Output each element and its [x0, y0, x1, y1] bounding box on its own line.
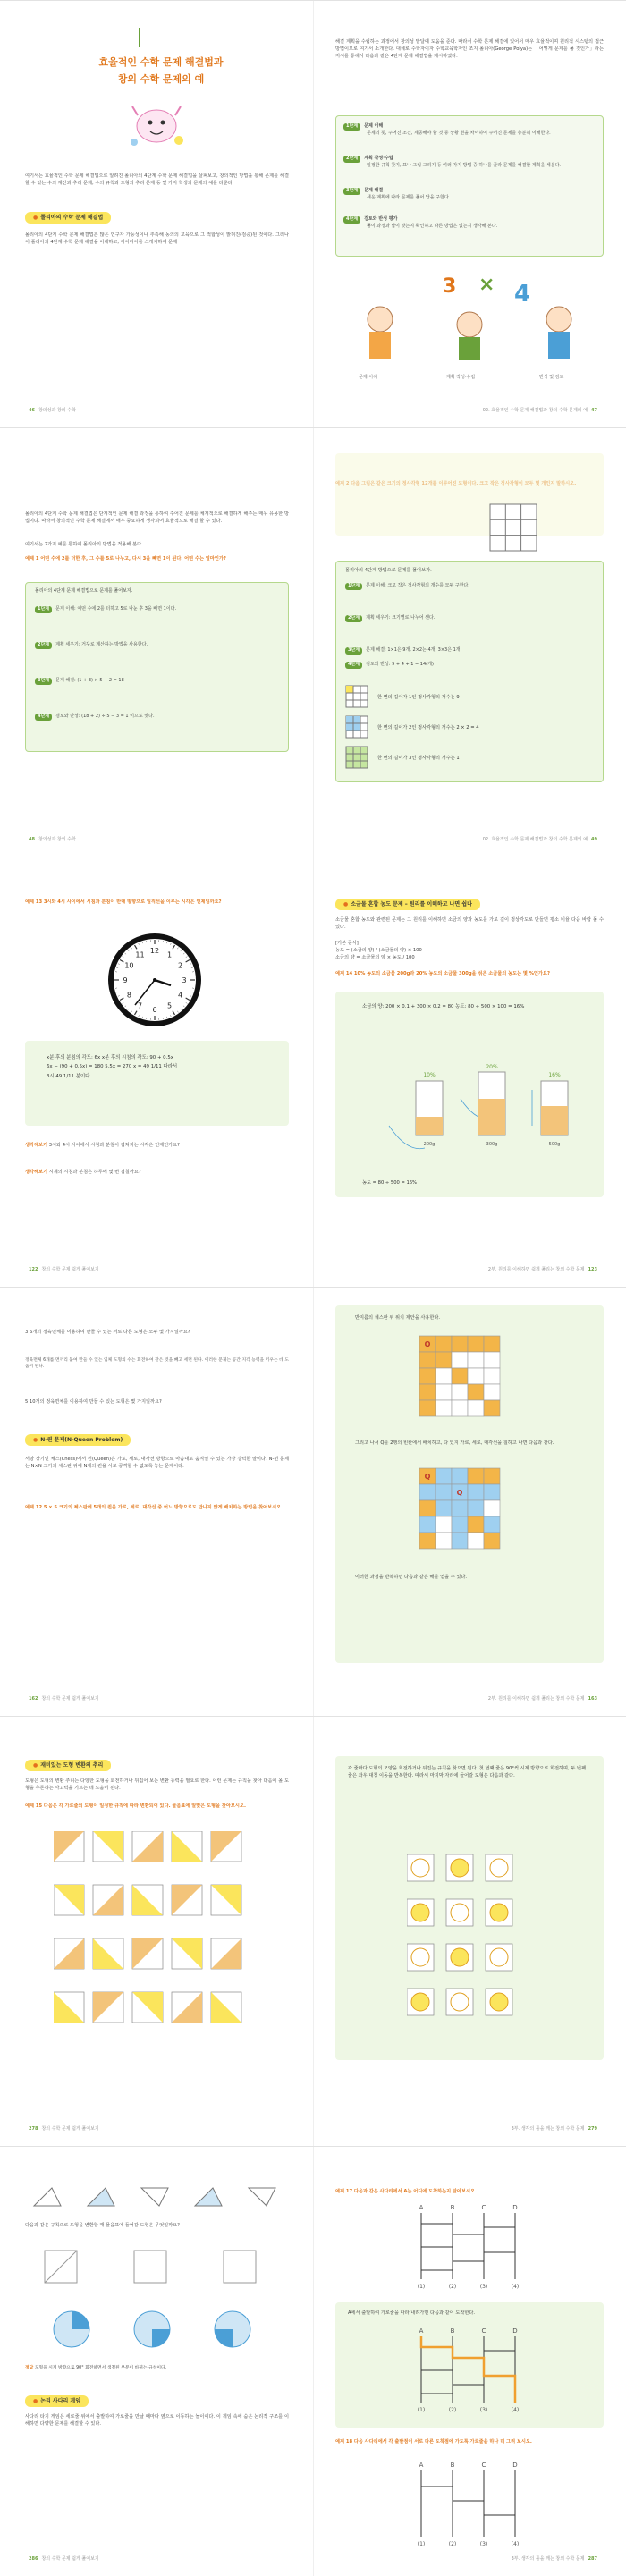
ex2-grid-1x1: [345, 685, 368, 708]
spread-4: [0, 1287, 626, 1716]
clock-number: 7: [137, 1001, 143, 1010]
ex2-step-4: 4단계 검토와 반성: 9 + 4 + 1 = 14(개): [345, 662, 596, 669]
example-1: 예제 1 어떤 수에 2를 더한 후, 그 수를 5로 나누고, 다시 3을 빼면 1이 된다. 어떤 수는 얼마인가?: [25, 556, 226, 562]
bullet-icon: ●: [33, 215, 38, 221]
ex2-step-2: 2단계 계획 세우기: 크기별로 나누어 센다.: [345, 615, 596, 622]
step-name: 계획 작성·수립: [364, 156, 393, 161]
queen-marker: Q: [424, 1473, 431, 1481]
running-head: 창의성과 창의 수학: [38, 408, 76, 414]
answer-shape: [451, 1948, 469, 1966]
board-cell: [452, 1400, 468, 1416]
ex2-grid-3x3: [345, 746, 368, 769]
ladder-label-top: D: [512, 2462, 518, 2469]
ladder-label-bottom: (3): [479, 2284, 488, 2290]
ladder-label-bottom: (4): [511, 2284, 520, 2290]
example-12: 예제 12 5 × 5 크기의 체스판에 5개의 퀸을 가로, 세로, 대각선 중 어느 방향으로도 만나지 않게 배치하는 방법을 찾아보시오.: [25, 1505, 283, 1510]
board-cell: [419, 1352, 436, 1368]
board-cell: [484, 1533, 500, 1549]
folio-left: 48 창의성과 창의 수학: [29, 837, 76, 843]
amount-b: 300g: [486, 1142, 498, 1147]
ex2-figure-area: [335, 453, 604, 536]
ladder-path: [421, 2336, 515, 2403]
page-number: 46: [29, 408, 35, 414]
answer-shape: [411, 1904, 429, 1921]
step-name: 문제 이해: [364, 123, 384, 129]
ladder-label-bottom: (4): [511, 2407, 520, 2413]
folio-right: 02. 효율적인 수학 문제 해결법과 창의 수학 문제의 예 49: [482, 837, 597, 843]
page-46: [0, 1, 313, 427]
board-cell: [436, 1533, 452, 1549]
answer-circles: [36, 2304, 268, 2354]
left-text: 폴리아의 4단계 수학 문제 해결법은 단계적인 문제 해결 과정을 통하여 주어진 문제를 체계적으로 해결하게 해주는 매우 유용한 방법이다. 따라서 창의적인 수학 문제 해결에서 매우 중요하게 생각되어 효율적으로 해결 할 수 있다.: [25, 511, 289, 525]
board-cell: [436, 1352, 452, 1368]
ladder-label-top: B: [450, 2327, 455, 2335]
ladder-label-bottom: (2): [448, 2284, 457, 2290]
running-head: 02. 효율적인 수학 문제 해결법과 창의 수학 문제의 예: [482, 408, 588, 414]
section-ladder: ● 논리 사다리 게임: [25, 2395, 89, 2407]
step-text: 풀이 과정과 답이 맞는지 확인하고 다른 방법은 없는지 생각해 본다.: [367, 223, 498, 229]
ex2-step-3: 3단계 문제 해결: 1×1은 9개, 2×2는 4개, 3×3은 1개: [345, 647, 596, 655]
result-text: 농도 = 80 ÷ 500 = 16%: [362, 1180, 417, 1186]
page-162: [0, 1288, 313, 1716]
ladder-label-top: D: [512, 2204, 518, 2211]
step-tag: 2단계: [343, 156, 360, 163]
caption-right: 반성 및 검토: [539, 375, 564, 380]
board-cell: [468, 1484, 484, 1500]
board-cell: [468, 1500, 484, 1516]
board-cell: [436, 1400, 452, 1416]
clock-figure: [106, 931, 204, 1029]
example-1-solution: [25, 582, 289, 752]
board-cell: [468, 1352, 484, 1368]
ladder-label-top: C: [481, 2204, 486, 2211]
section-text: 서양 장기인 체스(Chess)에서 퀸(Queen)은 가로, 세로, 대각선 방향으로 마음대로 움직일 수 있는 가장 강력한 말이다. N-퀸 문제는 N×N 크기의 체스판 위에 N개의 퀸을 서로 공격할 수 없도록 놓는 문제이다.: [25, 1457, 289, 1470]
answer-2: 한 변의 길이가 2인 정사각형의 개수는 2 × 2 = 4: [377, 725, 479, 731]
transform-puzzle: [54, 1831, 259, 2064]
clock-number: 9: [123, 976, 128, 984]
section-polya: [25, 212, 111, 224]
example-2-solution: [335, 561, 604, 782]
ex2-step-1: 1단계 문제 이해: 크고 작은 정사각형의 개수를 모두 구한다.: [345, 583, 596, 590]
question-text: 다음과 같은 규칙으로 도형을 변환할 때 물음표에 들어갈 도형은 무엇일까요?: [25, 2223, 180, 2228]
queen-marker: Q: [456, 1489, 463, 1497]
folio-right: 2부. 원리를 이해하면 쉽게 풀리는 창의 수학 문제 163: [487, 1696, 597, 1702]
board-cell: [484, 1384, 500, 1400]
board-cell: [452, 1352, 468, 1368]
page-48: [0, 428, 313, 857]
example-18: 예제 18 다음 사다리에서 각 출발점이 서로 다른 도착점에 가도록 가로줄을 하나 더 그려 보시오.: [335, 2439, 532, 2445]
amount-c: 500g: [548, 1142, 561, 1147]
step-text: 일정한 규칙 찾기, 표나 그림 그리기 등 여러 가지 방법 중 하나를 골라 문제를 해결할 계획을 세운다.: [367, 162, 561, 168]
triangle-shapes: [25, 2179, 284, 2215]
board-cell: [436, 1384, 452, 1400]
section-text: 사다리 타기 게임은 세로줄 위에서 출발하여 가로줄을 만날 때마다 옆으로 이동하는 놀이이다. 이 게임 속에 숨은 논리적 구조를 이해하면 다양한 문제를 해결할 수 있다.: [25, 2414, 289, 2428]
clock-number: 8: [126, 991, 131, 1000]
example-13: 예제 13 3시와 4시 사이에서 시침과 분침이 반대 방향으로 일직선을 이루는 시각은 언제일까요?: [25, 899, 222, 905]
clock-number: 10: [124, 961, 134, 970]
step-tag: 1단계: [343, 123, 360, 131]
ladder-label-top: B: [450, 2204, 455, 2211]
section-text: 소금물 혼합 농도와 관련된 문제는 그 원리를 이해하면 소금의 양과 농도를 가로 길이 정상각도로 만들면 평소 비율 다음 바람 풀 수 있다.: [335, 917, 604, 931]
answer-shape: [451, 1859, 469, 1877]
ladder-label-top: A: [419, 2462, 424, 2469]
board-cell: [452, 1384, 468, 1400]
board-cell: [484, 1468, 500, 1484]
ladder-diagram-1: [403, 2202, 537, 2292]
page-287: [313, 2147, 626, 2576]
page-278: [0, 1717, 313, 2146]
board-cell: [468, 1384, 484, 1400]
section-salt: ● 소금물 혼합 농도 문제 – 원리를 이해하고 나면 쉽다: [335, 899, 480, 910]
amount-a: 200g: [423, 1142, 436, 1147]
board-cell: [468, 1400, 484, 1416]
clock-number: 6: [152, 1006, 157, 1014]
example-17: 예제 17 다음과 같은 사다리에서 A는 어디에 도착하는지 알아보시오.: [335, 2189, 477, 2194]
circle-options: [36, 2243, 268, 2306]
step-2: [343, 156, 598, 170]
page-163: [313, 1288, 626, 1716]
pct-label-c: 16%: [548, 1072, 561, 1078]
folio-left: [25, 408, 76, 415]
board-cell: [452, 1516, 468, 1533]
section-text: 도형은 도형의 변환 추리는 다양한 도형을 회전하거나 뒤집어 보는 변환 능력을 필요로 한다. 이런 문제는 규칙을 찾아 다음에 올 도형을 추론하는 사고력을 기르는 데 도움이 된다.: [25, 1778, 289, 1792]
page-279: [313, 1717, 626, 2146]
board-cell: [419, 1368, 436, 1384]
board-cell: [484, 1400, 500, 1416]
question-2: 생각해보기 시계의 시침과 분침은 하루에 몇 번 겹칠까요?: [25, 1170, 141, 1175]
board-cell: [436, 1516, 452, 1533]
question-6-cubes: 3 6개의 정육면체를 이용하여 만들 수 있는 서로 다른 도형은 모두 몇 가지일까요?: [25, 1330, 190, 1335]
pct-label-b: 20%: [486, 1064, 498, 1070]
svg-text:3: 3: [443, 275, 457, 298]
example-14: 예제 14 10% 농도의 소금물 200g과 20% 농도의 소금물 300g을 섞은 소금물의 농도는 몇 %인가요?: [335, 971, 550, 976]
board-cell: [452, 1336, 468, 1352]
answer-shape: [411, 1993, 429, 2011]
clock-number: 2: [178, 961, 183, 970]
chapter-title: [36, 55, 286, 87]
step-4: [343, 216, 598, 231]
ladder-label-bottom: (1): [417, 2541, 426, 2547]
board-cell: [419, 1400, 436, 1416]
ex1-step-4: 4단계 검토와 반성: (18 + 2) ÷ 5 − 3 = 1 이므로 맞다.: [35, 714, 281, 721]
ladder-label-bottom: (1): [417, 2284, 426, 2290]
section-title: 폴리아의 수학 문제 해결법: [40, 215, 104, 221]
board-cell: [484, 1368, 500, 1384]
board-cell: [452, 1368, 468, 1384]
board-cell: [419, 1484, 436, 1500]
ladder-label-top: D: [512, 2327, 518, 2335]
folio-right: 2부. 원리를 이해하면 쉽게 풀리는 창의 수학 문제 123: [487, 1267, 597, 1273]
ladder-label-bottom: (3): [479, 2407, 488, 2413]
answer-note: 정답 도형을 시계 방향으로 90° 회전하면서 색칠된 부분이 바뀌는 규칙이다.: [25, 2366, 167, 2370]
board-cell: [419, 1500, 436, 1516]
board-cell: [468, 1533, 484, 1549]
intro-text: 여기서는 효율적인 수학 문제 해결법으로 알려진 폴리아의 4단계 수학 문제 해결법을 살펴보고, 창의적인 방법을 통해 문제를 해결할 수 있는 수의 계산과 추리 문제, 수의 규칙과 도형의 추리 문제 등 몇 가지 학생의 문제의 예를 다룬다.: [25, 173, 289, 187]
ex2-square-grid: [489, 503, 537, 552]
ladder-label-bottom: (1): [417, 2407, 426, 2413]
ladder-label-bottom: (3): [479, 2541, 488, 2547]
folio-left: 162 창의 수학 문제 쉽게 풀어보기: [29, 1696, 99, 1702]
clock-number: 3: [182, 976, 187, 984]
ladder-label-bottom: (2): [448, 2407, 457, 2413]
transform-answer: [407, 1854, 541, 2042]
step-3: [343, 188, 598, 202]
step-name: 문제 해결: [364, 188, 384, 193]
board-cell: [436, 1500, 452, 1516]
folio-left: 278 창의 수학 문제 쉽게 풀어보기: [29, 2126, 99, 2133]
folio-right: [483, 408, 601, 415]
answer-shape: [490, 1993, 508, 2011]
page-123: [313, 857, 626, 1287]
pct-label-a: 10%: [423, 1072, 436, 1078]
clock-center: [153, 978, 156, 982]
section-text: 폴리아의 4단계 수학 문제 해결법은 많은 연구자 가능성이나 추측해 동의의 교육으로 그 적합성이 밝혀진(검증)된 것이다. 그러나 이 폴리아의 4단계 수학 문제 해결을 이해하고, 아이디어를 스케치하여 문제: [25, 232, 289, 246]
answer-shape: [411, 1948, 429, 1966]
board-cell: [468, 1468, 484, 1484]
step-1: [343, 123, 598, 138]
caption-mid: 계획 작성·수립: [446, 375, 476, 380]
folio-right: 3부. 생각의 틀을 깨는 창의 수학 문제 279: [511, 2126, 597, 2133]
svg-text:4: 4: [514, 281, 531, 308]
answer-shape: [451, 1993, 469, 2011]
board-cell: [484, 1516, 500, 1533]
board-cell: [436, 1484, 452, 1500]
page-number: 47: [591, 408, 597, 414]
ladder-label-top: A: [419, 2327, 424, 2335]
ladder-diagram-2: [403, 2326, 537, 2415]
mascot-illustration: [125, 99, 188, 153]
clock-number: 12: [149, 947, 160, 955]
note-text: 정육면체 6개를 면끼리 붙여 만들 수 있는 입체 도형의 수는 회전하여 같은 것을 빼고 세면 된다. 이러한 문제는 공간 지각 능력을 키우는 데 도움이 된다.: [25, 1358, 289, 1370]
question-10-cubes: 5 10개의 정육면체를 이용하여 만들 수 있는 도형은 몇 가지일까요?: [25, 1399, 162, 1405]
board-cell: [468, 1368, 484, 1384]
ex1-step-3: 3단계 문제 해결: (1 + 3) × 5 − 2 = 18: [35, 678, 281, 685]
folio-right: 3부. 생각의 틀을 깨는 창의 수학 문제 287: [511, 2556, 597, 2563]
clock-number: 1: [166, 950, 173, 959]
ex1-step-1: 1단계 문제 이해: 어떤 수에 2를 더하고 5로 나눈 후 3을 빼면 1이다.: [35, 606, 281, 613]
ex1-step-2: 2단계 계획 세우기: 거꾸로 계산하는 방법을 사용한다.: [35, 642, 281, 649]
spread-1: [0, 0, 626, 427]
ex2-grid-2x2: [345, 715, 368, 739]
board-cell: [436, 1336, 452, 1352]
board-cell: [484, 1352, 500, 1368]
section-transform: ● 재미있는 도형 변환의 추리: [25, 1760, 111, 1771]
page-286: [0, 2147, 313, 2576]
answer-shape: [490, 1948, 508, 1966]
students-illustration: [335, 266, 604, 373]
box-title: 폴리아의 4단계 문제 해결법으로 문제를 풀어보자.: [35, 588, 133, 594]
answer-3: 한 변의 길이가 3인 정사각형의 개수는 1: [377, 756, 460, 761]
ladder-label-top: B: [450, 2462, 455, 2469]
answer-shape: [411, 1859, 429, 1877]
step-name: 검토와 반성 평가: [364, 216, 398, 222]
board-cell: [468, 1516, 484, 1533]
page-49: [313, 428, 626, 857]
formula-block: [기본 공식] 농도 = (소금의 양) / (소금물의 양) × 100 소금의 양 = 소금물의 양 × 농도 / 100: [335, 941, 422, 961]
board-cell: [468, 1336, 484, 1352]
title-line-2: 창의 수학 문제의 예: [117, 73, 205, 86]
spread-5: [0, 1716, 626, 2146]
solution-text: x분 후의 분침의 각도: 6x x분 후의 시침의 각도: 90 + 0.5x 6x − (90 + 0.5x) = 180 5.5x = 270 x = 49 1/11 따라서 3시 49 1/11 분이다.: [47, 1055, 178, 1079]
queen-grid-2: [416, 1465, 505, 1554]
board-cell: [452, 1500, 468, 1516]
clock-solution: [25, 1041, 289, 1126]
ladder-label-bottom: (2): [448, 2541, 457, 2547]
board-cell: [419, 1516, 436, 1533]
board-cell: [436, 1368, 452, 1384]
salt-solution: 소금의 양: 200 × 0.1 + 300 × 0.2 = 80 농도: 80 ÷ 500 × 100 = 16% 10% 20% 16% 200g 300g 500g 농도 = 80 ÷ 500 = 16%: [335, 992, 604, 1197]
folio-left: 122 창의 수학 문제 쉽게 풀어보기: [29, 1267, 99, 1273]
board-cell: [419, 1533, 436, 1549]
ladder-diagram-3: [403, 2460, 537, 2549]
transform-solution: 각 줄마다 도형의 모양을 회전하거나 뒤집는 규칙을 찾으면 된다. 첫 번째 줄은 90°씩 시계 방향으로 회전하며, 두 번째 줄은 좌우 대칭 이동을 반복한다. 따라서 마지막 자리에 들어갈 도형은 다음과 같다.: [335, 1756, 604, 2060]
board-cell: [452, 1533, 468, 1549]
folio-left: 286 창의 수학 문제 쉽게 풀어보기: [29, 2556, 99, 2563]
board-cell: [484, 1500, 500, 1516]
example-15: 예제 15 다음은 각 가로줄의 도형이 일정한 규칙에 따라 변환되어 있다. 물음표에 알맞은 도형을 찾아보시오.: [25, 1803, 246, 1809]
step-tag: 3단계: [343, 188, 360, 195]
ladder-label-bottom: (4): [511, 2541, 520, 2547]
box-title: 폴리아의 4단계 방법으로 문제를 풀어보자.: [345, 568, 432, 573]
title-line-1: 효율적인 수학 문제 해결법과: [98, 56, 224, 68]
spread-6: [0, 2146, 626, 2576]
spread-3: [0, 857, 626, 1287]
clock-number: 5: [166, 1001, 173, 1010]
answer-1: 한 변의 길이가 1인 정사각형의 개수는 9: [377, 695, 460, 700]
ladder-label-top: C: [481, 2327, 486, 2335]
queen-grid-1: [416, 1332, 505, 1422]
svg-text:×: ×: [478, 274, 495, 296]
board-cell: [436, 1468, 452, 1484]
clock-number: 11: [135, 950, 145, 959]
clock-number: 4: [178, 991, 183, 1000]
caption-left: 문제 이해: [359, 375, 377, 380]
board-cell: [419, 1384, 436, 1400]
left-text-2: 여기서는 2가지 예를 통하여 폴리아의 방법을 적용해 본다.: [25, 542, 143, 547]
nqueen-solution: 반지름의 체스판 위 위치 제안을 사용한다. Q 그리고 나서 Q를 2행의 빈칸에서 배치하고, 다 있지 가로, 세로, 대각선을 칠하고 나면 다음과 같다. Q Q 이러한 과정을 반복하면 다음과 같은 해를 얻을 수 있다.: [335, 1305, 604, 1663]
page-122: [0, 857, 313, 1287]
polya-steps-box: [335, 115, 604, 257]
queen-marker: Q: [424, 1340, 431, 1348]
step-tag: 4단계: [343, 216, 360, 224]
board-cell: [484, 1484, 500, 1500]
question-1: 생각해보기 3시와 4시 사이에서 시침과 분침이 겹쳐지는 시각은 언제인가요?: [25, 1143, 180, 1148]
answer-shape: [490, 1904, 508, 1921]
right-intro: 해결 계획을 수립하는 과정에서 창의성 발달에 도움을 준다. 따라서 수학 문제 해결에 있어서 매우 효율적이며 원리적 시스템의 접근 방법이므로 여기서 소개한다. 대체로 수학자이자 수학교육학자인 조지 폴리아(George Polya)는 「어떻게 문제를 풀 것인가」라는 저서를 통해서 다음과 같은 4단계 문제 해결법을 제시하였다.: [335, 39, 604, 60]
board-cell: [452, 1468, 468, 1484]
ladder-solution: A에서 출발하여 가로줄을 따라 내려가면 다음과 같이 도착한다. A B C D (1) (2) (3) (4): [335, 2302, 604, 2428]
answer-shape: [490, 1859, 508, 1877]
ladder-label-top: C: [481, 2462, 486, 2469]
title-decoration: [139, 28, 140, 47]
step-text: 문제의 뜻, 주어진 조건, 제공해야 할 것 등 상황 현을 차이하여 주어진 문제를 충분히 이해한다.: [367, 130, 551, 136]
page-47: [313, 1, 626, 427]
beaker-diagram: [353, 1063, 586, 1170]
step-text: 세운 계획에 따라 문제를 풀어 답을 구한다.: [367, 194, 451, 200]
answer-shape: [451, 1904, 469, 1921]
spread-2: [0, 427, 626, 857]
ladder-label-top: A: [419, 2204, 424, 2211]
section-nqueen: ● N-퀸 문제(N-Queen Problem): [25, 1434, 131, 1446]
board-cell: [484, 1336, 500, 1352]
